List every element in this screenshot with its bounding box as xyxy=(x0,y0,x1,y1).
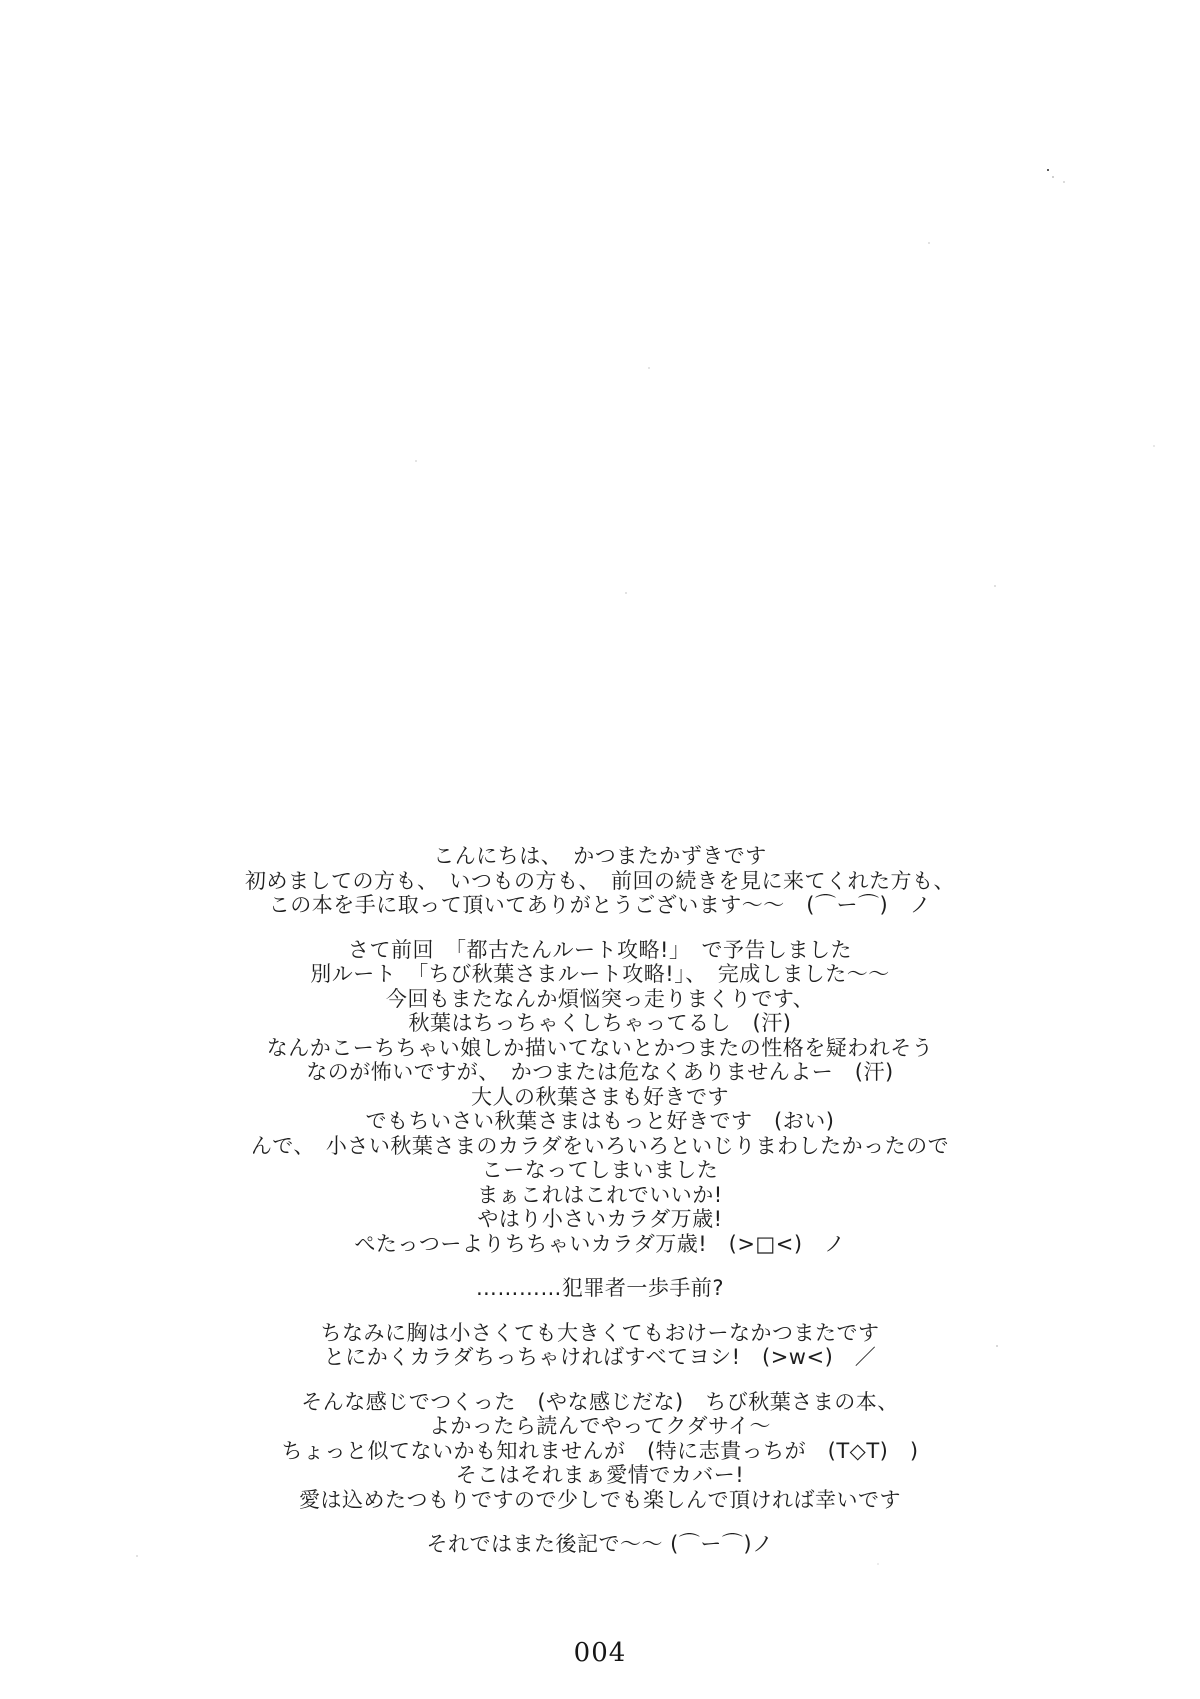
text-line: この本を手に取って頂いてありがとうございます～～ (⌒ー⌒) ノ xyxy=(268,893,932,917)
text-line: さて前回 「都古たんルート攻略!」 で予告しました xyxy=(348,937,852,962)
text-line: こんにちは、 かつまたかずきです xyxy=(433,844,767,868)
paragraph-greeting xyxy=(0,844,1200,918)
text-line: よかったら読んでやってクダサイ～ xyxy=(428,1414,772,1438)
paragraph-note xyxy=(0,1321,1200,1370)
text-line: …………犯罪者一歩手前? xyxy=(475,1276,725,1300)
text-line: とにかくカラダちっちゃければすべてヨシ! (>w<) ／ xyxy=(323,1345,877,1369)
paragraph-closing xyxy=(0,1390,1200,1513)
text-line: 秋葉はちっちゃくしちゃってるし (汗) xyxy=(408,1011,792,1035)
text-line: まぁこれはこれでいいか! xyxy=(477,1182,723,1207)
text-line: なんかこーちちゃい娘しか描いてないとかつまたの性格を疑われそう xyxy=(266,1035,934,1060)
text-line: こーなってしまいました xyxy=(481,1158,719,1182)
text-line: 初めましての方も、 いつもの方も、 前回の続きを見に来てくれた方も、 xyxy=(245,868,955,893)
text-line: そんな感じでつくった (やな感じだな) ちび秋葉さまの本、 xyxy=(301,1389,899,1414)
text-line: それではまた後記で～～ (⌒ー⌒)ノ xyxy=(426,1532,774,1556)
page-number: 004 xyxy=(573,1638,627,1668)
text-line: ちょっと似てないかも知れませんが (特に志貴っちが (T◇T) ) xyxy=(281,1438,919,1463)
text-line: 今回もまたなんか煩悩突っ走りまくりです、 xyxy=(385,986,815,1011)
afterword-text-block xyxy=(0,844,1200,1577)
text-line: 愛は込めたつもりですので少しでも楽しんで頂ければ幸いです xyxy=(299,1487,901,1512)
text-line: なのが怖いですが、 かつまたは危なくありませんよー (汗) xyxy=(306,1060,894,1084)
text-line: ちなみに胸は小さくても大きくてもおけーなかつまたです xyxy=(320,1320,880,1345)
paragraph-aside xyxy=(0,1276,1200,1301)
text-line: やはり小さいカラダ万歳! xyxy=(477,1207,723,1231)
text-line: 大人の秋葉さまも好きです xyxy=(471,1084,729,1109)
paragraph-signoff xyxy=(0,1532,1200,1557)
scan-noise-specks xyxy=(0,0,2,2)
text-line: でもちいさい秋葉さまはもっと好きです (おい) xyxy=(365,1109,835,1133)
paragraph-main xyxy=(0,938,1200,1257)
text-line: 別ルート 「ちび秋葉さまルート攻略!」、 完成しました～～ xyxy=(310,962,890,986)
text-line: んで、 小さい秋葉さまのカラダをいろいろといじりまわしたかったので xyxy=(250,1133,950,1158)
text-line: ぺたっつーよりちちゃいカラダ万歳! (>□<) ノ xyxy=(354,1231,846,1256)
text-line: そこはそれまぁ愛情でカバー! xyxy=(455,1463,745,1487)
